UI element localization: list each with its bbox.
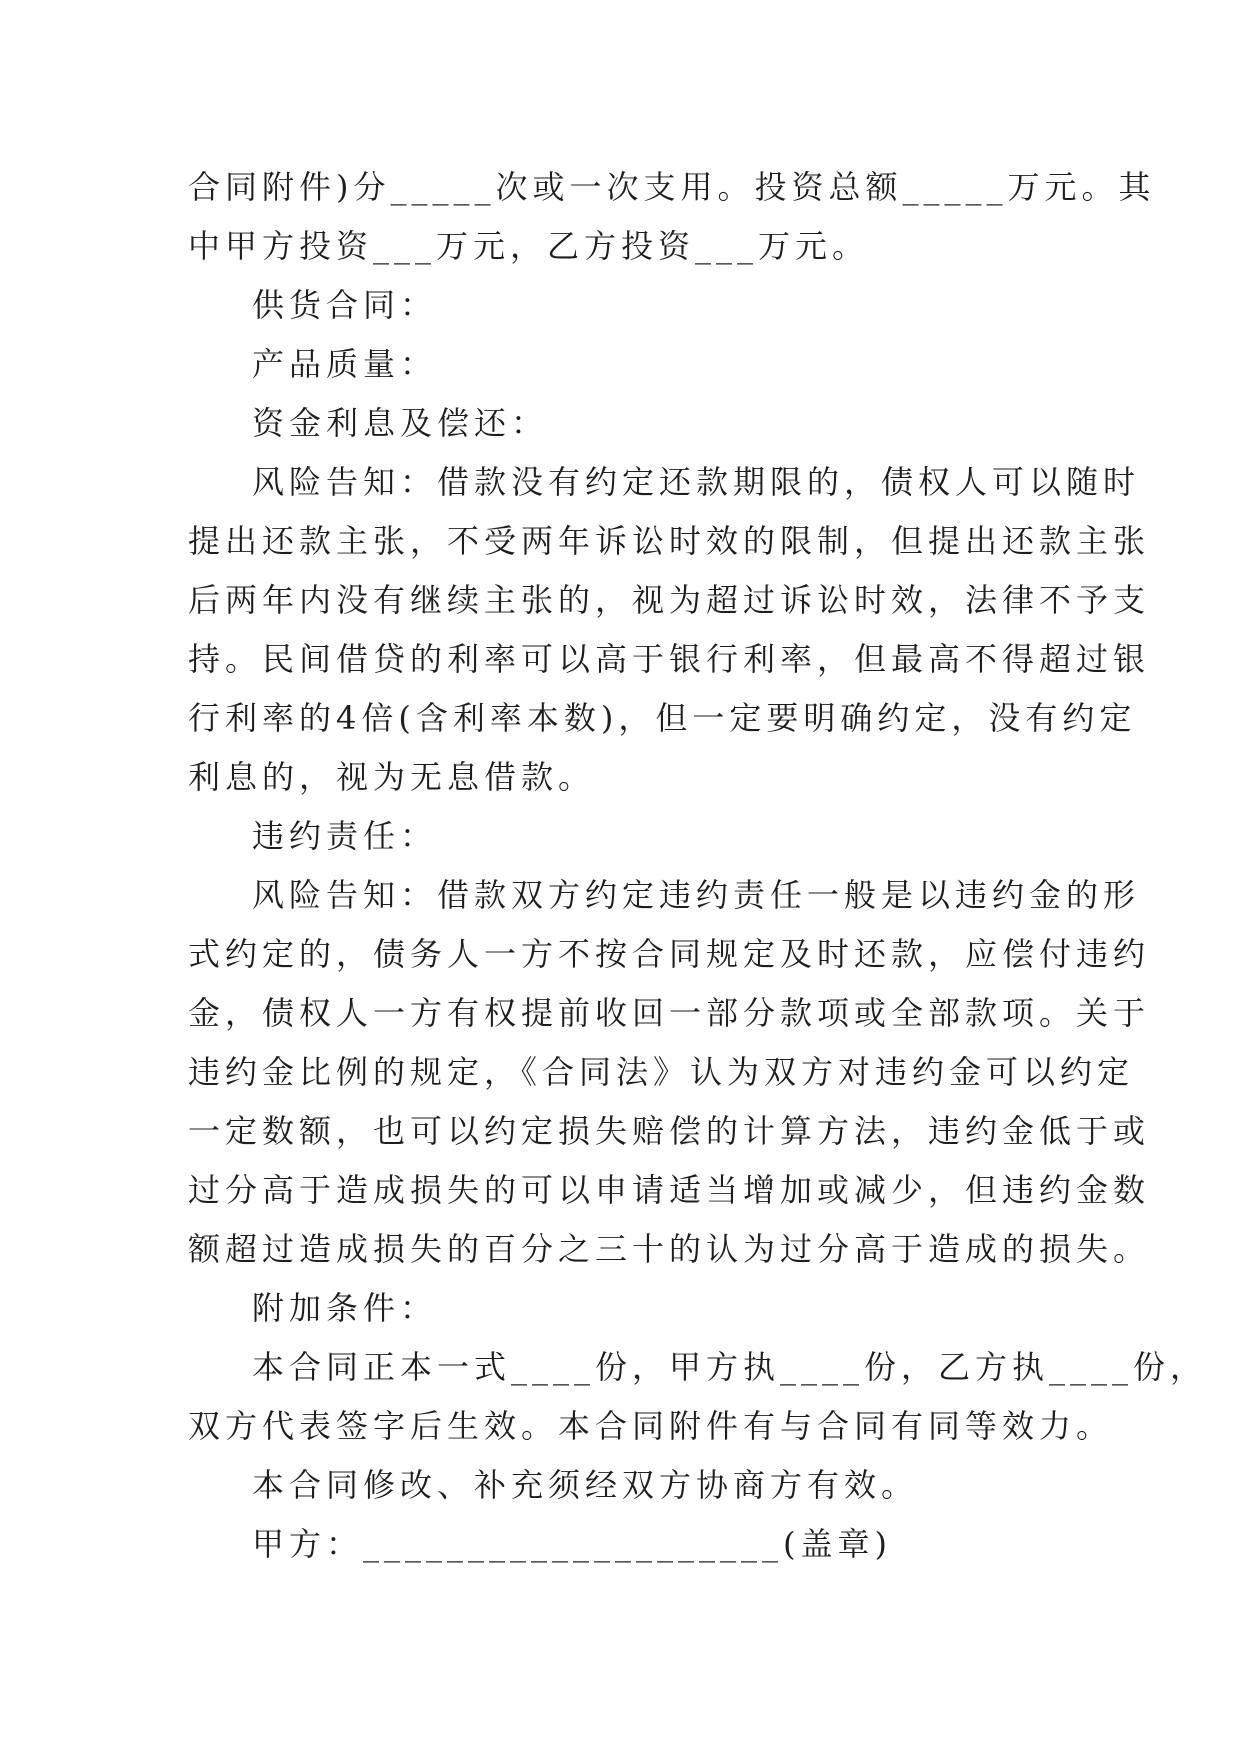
text-line: 利息的，视为无息借款。 — [188, 758, 596, 796]
document-body — [188, 158, 1208, 1574]
text-line: 合同附件)分_____次或一次支用。投资总额_____万元。其 — [188, 168, 1156, 206]
section-heading-breach-liability: 违约责任： — [252, 817, 438, 855]
risk-notice-line: 风险告知：借款双方约定违约责任一般是以违约金的形 — [252, 876, 1141, 914]
text-line: 金，债权人一方有权提前收回一部分款项或全部款项。关于 — [188, 994, 1151, 1032]
copies-clause-line: 本合同正本一式____份，甲方执____份，乙方执____份， — [252, 1348, 1208, 1386]
text-line: 后两年内没有继续主张的，视为超过诉讼时效，法律不予支 — [188, 581, 1151, 619]
text-line: 提出还款主张，不受两年诉讼时效的限制，但提出还款主张 — [188, 522, 1151, 560]
text-line: 额超过造成损失的百分之三十的认为过分高于造成的损失。 — [188, 1230, 1151, 1268]
text-line: 持。民间借贷的利率可以高于银行利率，但最高不得超过银 — [188, 640, 1151, 678]
section-heading-additional-terms: 附加条件： — [252, 1289, 438, 1327]
amendment-clause-line: 本合同修改、补充须经双方协商方有效。 — [252, 1466, 919, 1504]
risk-notice-line: 风险告知：借款没有约定还款期限的，债权人可以随时 — [252, 463, 1141, 501]
text-line: 式约定的，债务人一方不按合同规定及时还款，应偿付违约 — [188, 935, 1151, 973]
text-line: 双方代表签字后生效。本合同附件有与合同有同等效力。 — [188, 1407, 1114, 1445]
section-heading-interest-repayment: 资金利息及偿还： — [252, 404, 549, 442]
party-a-signature-line: 甲方：____________________(盖章) — [252, 1525, 892, 1563]
text-line: 中甲方投资___万元，乙方投资___万元。 — [188, 227, 870, 265]
text-line: 行利率的4倍(含利率本数)，但一定要明确约定，没有约定 — [188, 699, 1137, 737]
text-line: 过分高于造成损失的可以申请适当增加或减少，但违约金数 — [188, 1171, 1151, 1209]
text-line: 一定数额，也可以约定损失赔偿的计算方法，违约金低于或 — [188, 1112, 1151, 1150]
section-heading-product-quality: 产品质量： — [252, 345, 438, 383]
text-line: 违约金比例的规定，《合同法》认为双方对违约金可以约定 — [188, 1053, 1135, 1091]
section-heading-supply-contract: 供货合同： — [252, 286, 438, 324]
